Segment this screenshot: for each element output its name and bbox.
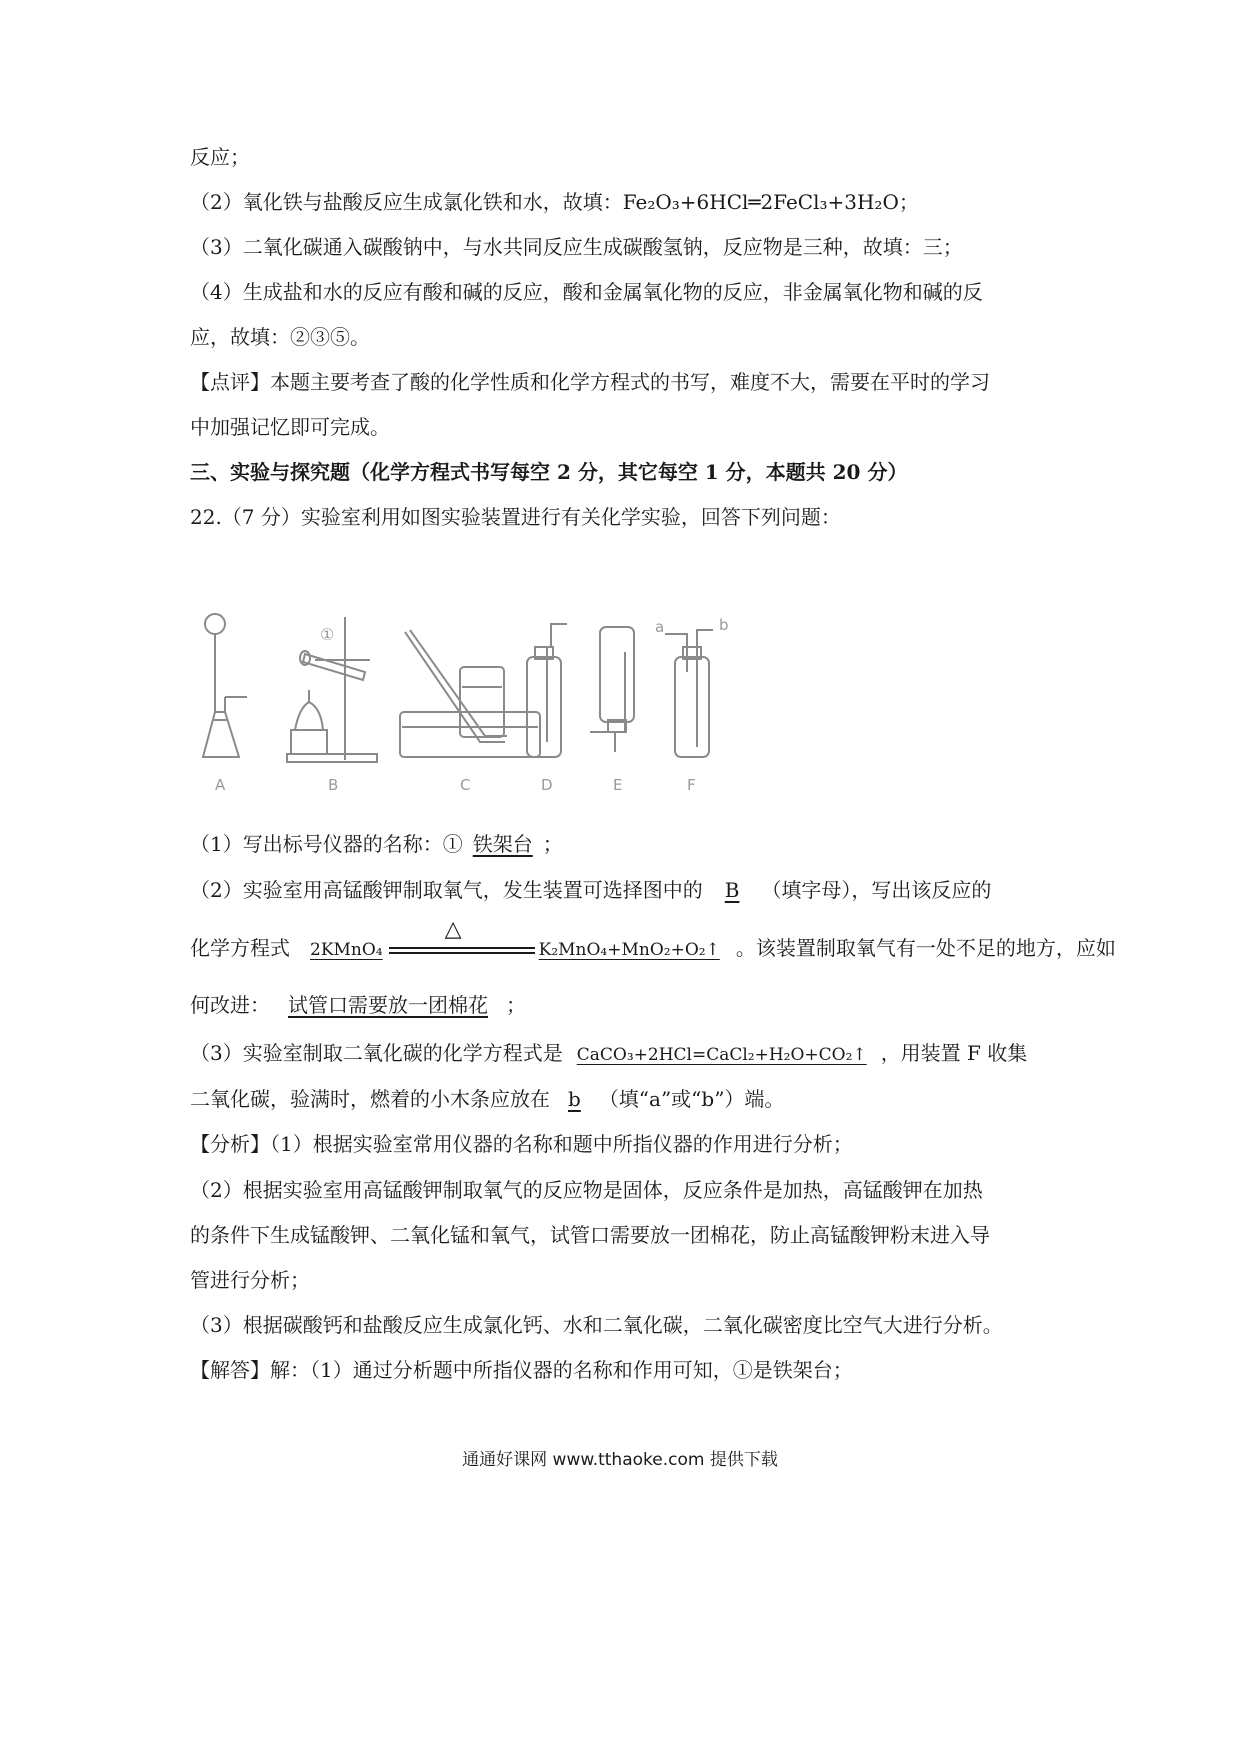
text-line: （2）根据实验室用高锰酸钾制取氧气的反应物是固体，反应条件是加热，高锰酸钾在加热 [190, 1178, 983, 1202]
text-line: （4）生成盐和水的反应有酸和碱的反应，酸和金属氧化物的反应，非金属氧化物和碱的反 [190, 280, 983, 304]
text-line: （3）二氧化碳通入碳酸钠中，与水共同反应生成碳酸氢钠，反应物是三种，故填：三； [190, 235, 963, 259]
q3a-answer: CaCO₃+2HCl=CaCl₂+H₂O+CO₂↑ [576, 1045, 867, 1065]
apparatus-figure [195, 612, 835, 797]
heating-condition [387, 917, 537, 962]
q2a-suffix: （填字母），写出该反应的 [761, 878, 992, 902]
q2a-prefix: （2）实验室用高锰酸钾制取氧气，发生装置可选择图中的 [190, 878, 703, 902]
q1-prefix: （1）写出标号仪器的名称：① [190, 832, 463, 856]
port-a-label: a [655, 618, 665, 636]
port-b-label: b [719, 616, 729, 634]
text-line: 反应； [190, 145, 250, 169]
label-a: A [215, 776, 226, 794]
question-2-line-3 [190, 991, 1060, 1019]
question-stem: 22.（7 分）实验室利用如图实验装置进行有关化学实验，回答下列问题： [190, 505, 841, 529]
text-line: 管进行分析； [190, 1268, 310, 1292]
apparatus-a-flask [203, 614, 247, 757]
q2c-answer: 试管口需要放一团棉花 [288, 993, 488, 1017]
marker-one: ① [320, 625, 335, 644]
text-line: 应，故填：②③⑤。 [190, 325, 370, 349]
apparatus-d-bottle [527, 624, 567, 757]
q3a-prefix: （3）实验室制取二氧化碳的化学方程式是 [190, 1041, 563, 1065]
q2c-prefix: 何改进： [190, 993, 270, 1017]
q3b-suffix: （填“a”或“b”）端。 [598, 1087, 785, 1111]
question-2-line-2 [190, 917, 1116, 964]
label-c: C [460, 776, 471, 794]
q2c-suffix: ； [506, 993, 526, 1017]
q2b-prefix: 化学方程式 [190, 936, 290, 960]
apparatus-c-trough [400, 630, 540, 757]
text-line: 中加强记忆即可完成。 [190, 415, 390, 439]
q2a-answer: B [724, 878, 740, 902]
q1-answer: 铁架台 [472, 832, 533, 856]
analysis-paragraph: 【分析】（1）根据实验室常用仪器的名称和题中所指仪器的作用进行分析； [190, 1132, 853, 1156]
solution-paragraph: 【解答】解：（1）通过分析题中所指仪器的名称和作用可知，①是铁架台； [190, 1358, 853, 1382]
q3a-suffix: ，用装置 F 收集 [880, 1041, 1028, 1065]
question-1 [190, 830, 1060, 858]
question-2-line-1 [190, 876, 1060, 904]
text-line: 的条件下生成锰酸钾、二氧化锰和氧气，试管口需要放一团棉花，防止高锰酸钾粉末进入导 [190, 1223, 990, 1247]
q1-suffix: ； [542, 832, 563, 856]
q3b-prefix: 二氧化碳，验满时，燃着的小木条应放在 [190, 1087, 550, 1111]
apparatus-f-bottle [665, 630, 713, 757]
question-3-line-1 [190, 1039, 1060, 1069]
question-3-line-2 [190, 1085, 1060, 1113]
text-line: （2）氧化铁与盐酸反应生成氯化铁和水，故填：Fe₂O₃+6HCl═2FeCl₃+3H₂O； [190, 190, 919, 214]
q2b-suffix: 。该装置制取氧气有一处不足的地方，应如 [735, 936, 1116, 960]
label-d: D [541, 776, 553, 794]
section-heading: 三、实验与探究题（化学方程式书写每空 2 分，其它每空 1 分，本题共 20 分） [190, 460, 908, 484]
q3b-answer: b [568, 1087, 581, 1111]
text-line: （3）根据碳酸钙和盐酸反应生成氯化钙、水和二氧化碳，二氧化碳密度比空气大进行分析。 [190, 1313, 1003, 1337]
apparatus-e-bottle [590, 627, 634, 752]
q2b-products: K₂MnO₄+MnO₂+O₂↑ [538, 940, 720, 960]
delta-symbol: △ [444, 917, 462, 942]
page-footer: 通通好课网 www.tthaoke.com 提供下载 [462, 1450, 778, 1470]
label-e: E [613, 776, 623, 794]
label-f: F [687, 776, 696, 794]
comment-paragraph: 【点评】本题主要考查了酸的化学性质和化学方程式的书写，难度不大，需要在平时的学习 [190, 370, 990, 394]
label-b: B [328, 776, 339, 794]
q2b-reactant: 2KMnO₄ [310, 940, 383, 960]
